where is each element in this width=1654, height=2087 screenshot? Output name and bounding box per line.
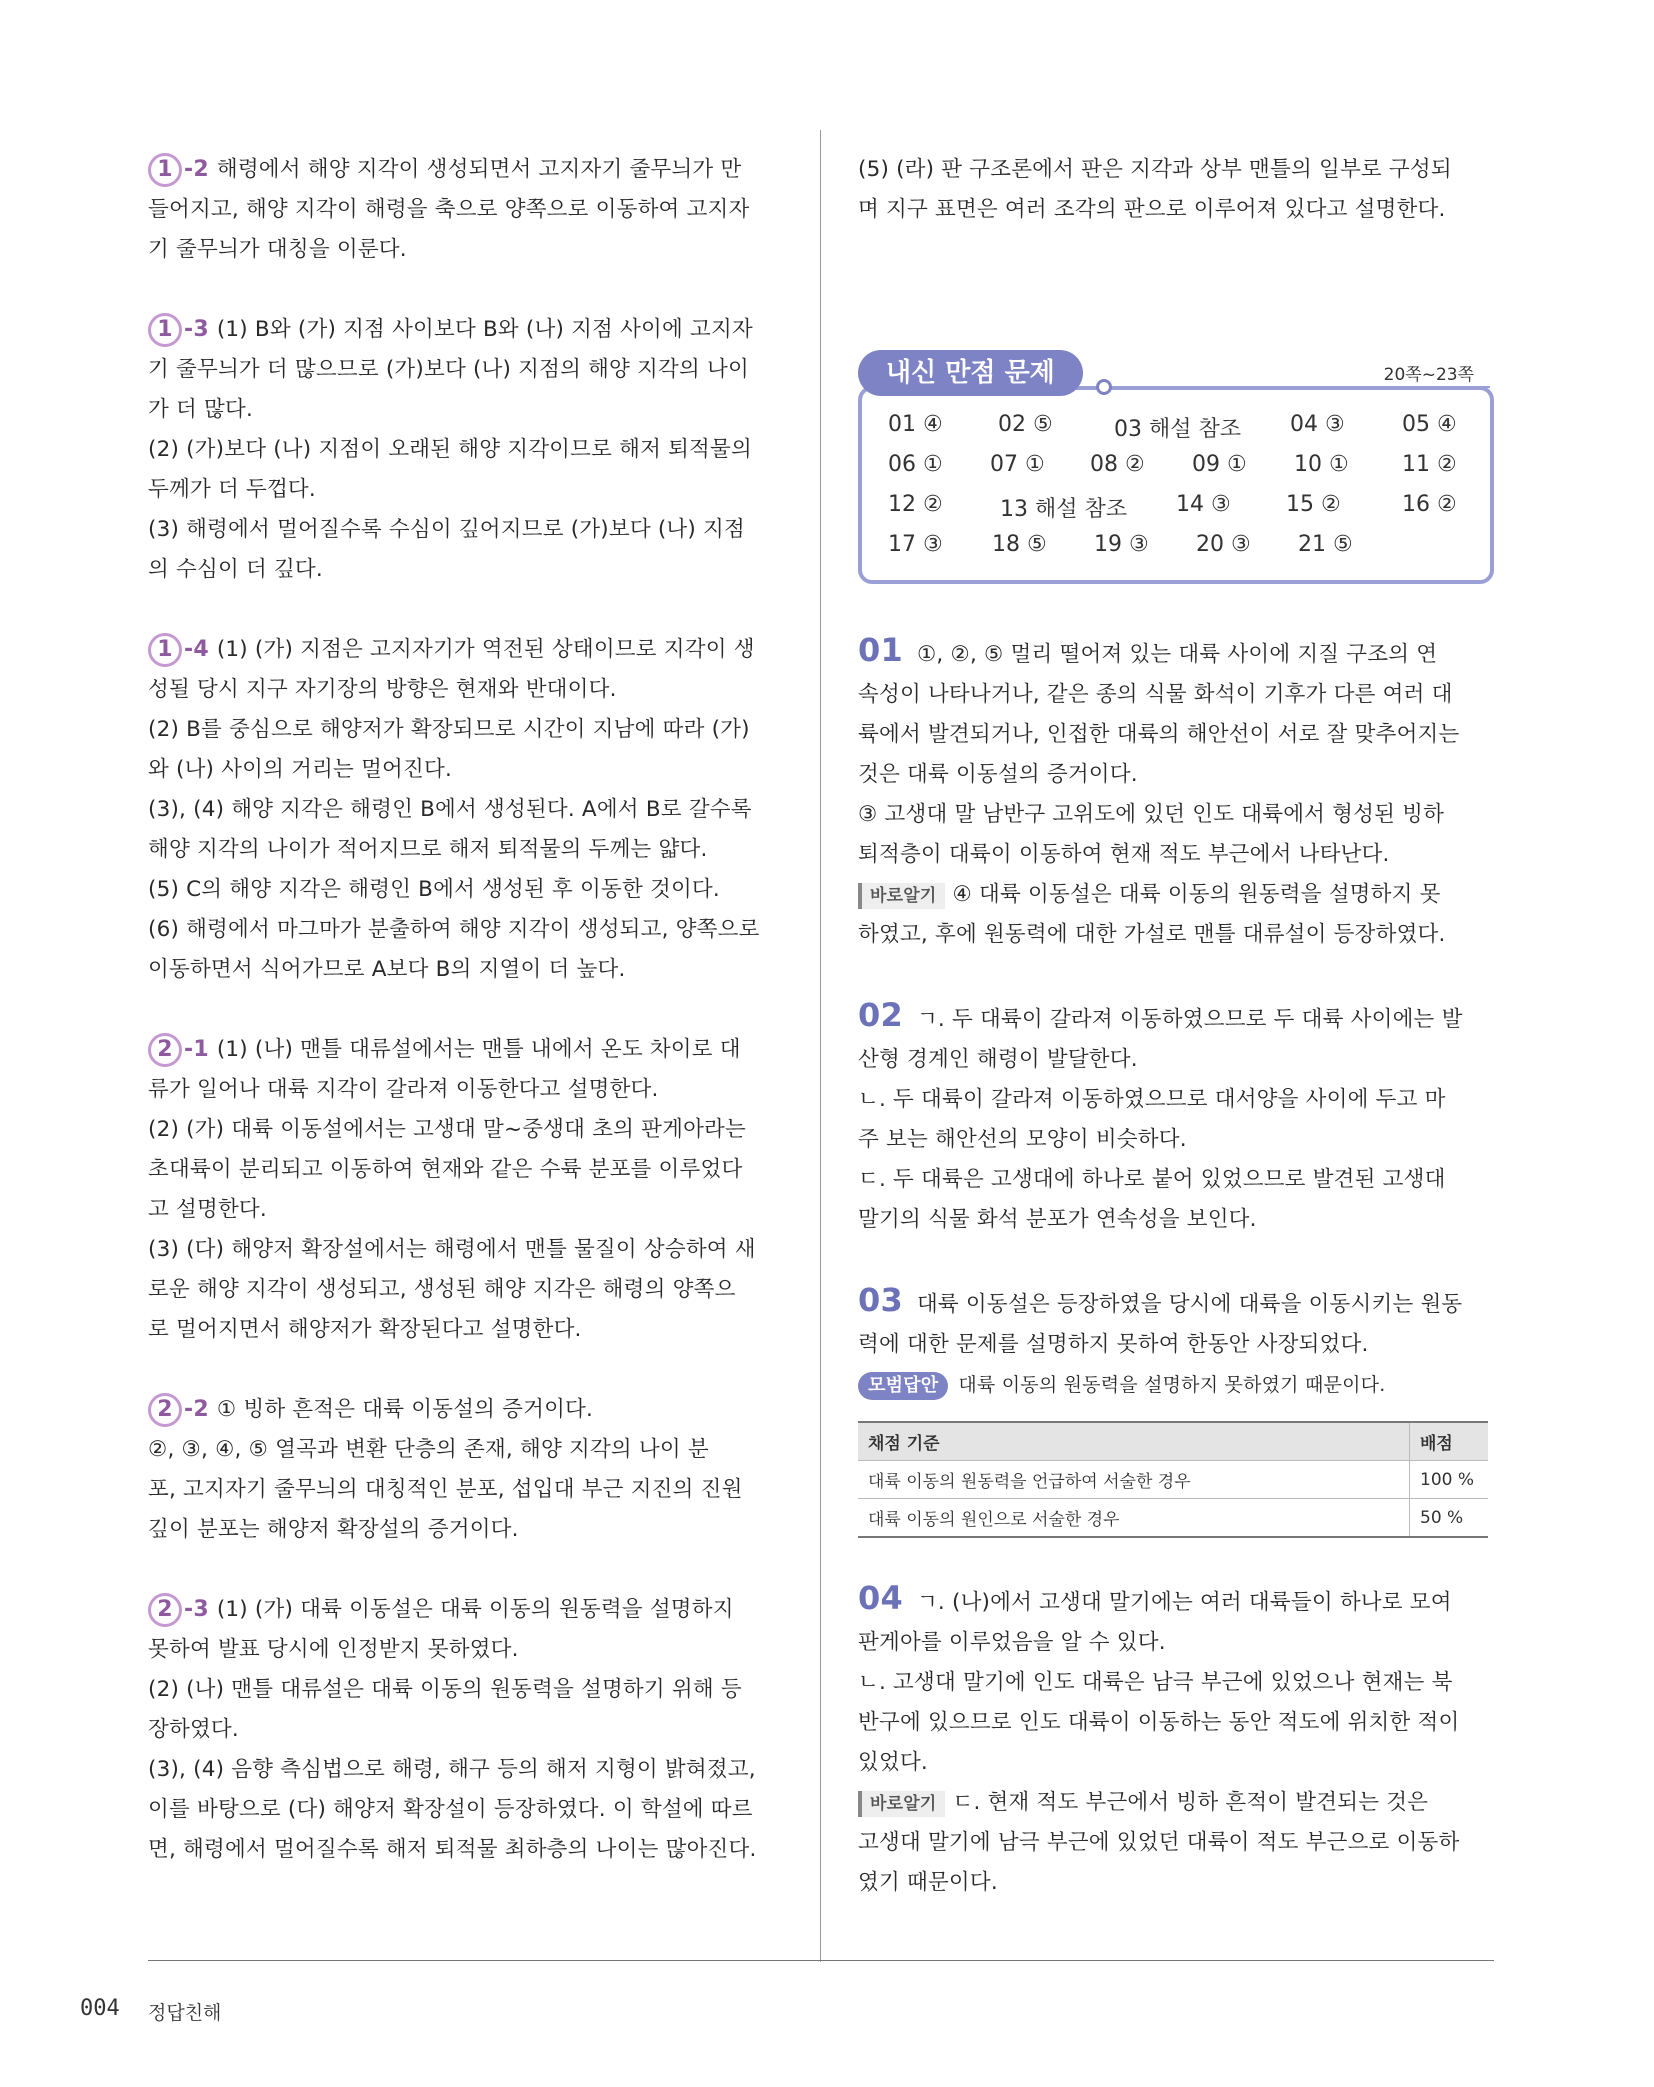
table-row	[858, 1499, 1488, 1538]
text-line: (1) (가) 대륙 이동설은 대륙 이동의 원동력을 설명하지	[216, 1597, 734, 1622]
text-line: 이동하면서 식어가므로 A보다 B의 지열이 더 높다.	[148, 957, 626, 982]
answer-key-item: 13 해설 참조	[1000, 497, 1127, 522]
left-column	[148, 150, 784, 1910]
question-number: 01	[858, 631, 903, 669]
answer-key-item: 10 ①	[1294, 452, 1349, 477]
text-line: ②, ③, ④, ⑤ 열곡과 변환 단층의 존재, 해양 지각의 나이 분	[148, 1437, 709, 1462]
answer-2-3-continued	[858, 150, 1494, 230]
text-line: 로운 해양 지각이 생성되고, 생성된 해양 지각은 해령의 양쪽으	[148, 1277, 736, 1302]
answer-03	[858, 1280, 1494, 1538]
table-row	[858, 1461, 1488, 1499]
text-line: (6) 해령에서 마그마가 분출하여 해양 지각이 생성되고, 양쪽으로	[148, 917, 760, 942]
question-sub: -2	[184, 157, 209, 182]
text-line: (5) (라) 판 구조론에서 판은 지각과 상부 맨틀의 일부로 구성되	[858, 157, 1452, 182]
text-line: 의 수심이 더 깊다.	[148, 557, 323, 582]
answer-key-item: 14 ③	[1176, 492, 1231, 517]
book-label: 정답친해	[148, 2002, 222, 2024]
text-line: 고생대 말기에 남극 부근에 있었던 대륙이 적도 부근으로 이동하	[858, 1830, 1460, 1855]
text-line: ㄱ. 두 대륙이 갈라져 이동하였으므로 두 대륙 사이에는 발	[916, 1007, 1463, 1032]
correction-tag: 바로알기	[858, 883, 945, 909]
text-line: 로 멀어지면서 해양저가 확장된다고 설명한다.	[148, 1317, 582, 1342]
question-circle: 1	[148, 633, 182, 667]
text-line: ① 빙하 흔적은 대륙 이동설의 증거이다.	[216, 1397, 594, 1422]
answer-01	[858, 630, 1494, 955]
correction-tag: 바로알기	[858, 1791, 945, 1817]
text-line: 깊이 분포는 해양저 확장설의 증거이다.	[148, 1517, 519, 1542]
table-cell: 50 %	[1410, 1499, 1489, 1538]
text-line: 해령에서 해양 지각이 생성되면서 고지자기 줄무늬가 만	[216, 157, 742, 182]
text-line: 력에 대한 문제를 설명하지 못하여 한동안 사장되었다.	[858, 1332, 1369, 1357]
text-line: 두께가 더 두껍다.	[148, 477, 316, 502]
text-line: 면, 해령에서 멀어질수록 해저 퇴적물 최하층의 나이는 많아진다.	[148, 1837, 757, 1862]
page-number: 004	[80, 1996, 120, 2021]
answer-key-item: 21 ⑤	[1298, 532, 1353, 557]
text-line: ㄷ. 현재 적도 부근에서 빙하 흔적이 발견되는 것은	[952, 1790, 1429, 1815]
answer-2-3	[148, 1590, 784, 1870]
text-line: 초대륙이 분리되고 이동하여 현재와 같은 수륙 분포를 이루었다	[148, 1157, 743, 1182]
text-line: 기 줄무늬가 대칭을 이룬다.	[148, 237, 407, 262]
text-line: 성될 당시 지구 자기장의 방향은 현재와 반대이다.	[148, 677, 617, 702]
text-line: 륙에서 발견되거나, 인접한 대륙의 해안선이 서로 잘 맞추어지는	[858, 722, 1460, 747]
answer-key-item: 08 ②	[1090, 452, 1145, 477]
answer-key-item: 18 ⑤	[992, 532, 1047, 557]
text-line: (2) (가)보다 (나) 지점이 오래된 해양 지각이므로 해저 퇴적물의	[148, 437, 752, 462]
text-line: 반구에 있으므로 인도 대륙이 이동하는 동안 적도에 위치한 적이	[858, 1710, 1460, 1735]
text-line: 것은 대륙 이동설의 증거이다.	[858, 762, 1138, 787]
text-line: 해양 지각의 나이가 적어지므로 해저 퇴적물의 두께는 얇다.	[148, 837, 708, 862]
text-line: 와 (나) 사이의 거리는 멀어진다.	[148, 757, 452, 782]
answer-key-item: 15 ②	[1286, 492, 1341, 517]
table-header: 배점	[1410, 1422, 1489, 1461]
text-line: (1) (나) 맨틀 대류설에서는 맨틀 내에서 온도 차이로 대	[216, 1037, 741, 1062]
text-line: 하였고, 후에 원동력에 대한 가설로 맨틀 대류설이 등장하였다.	[858, 922, 1446, 947]
text-line: 포, 고지자기 줄무늬의 대칭적인 분포, 섭입대 부근 지진의 진원	[148, 1477, 743, 1502]
question-number: 03	[858, 1281, 903, 1319]
scoring-table	[858, 1421, 1488, 1538]
text-line: ①, ②, ⑤ 멀리 떨어져 있는 대륙 사이에 지질 구조의 연	[916, 642, 1438, 667]
text-line: 대륙 이동설은 등장하였을 당시에 대륙을 이동시키는 원동	[916, 1292, 1463, 1317]
text-line: 기 줄무늬가 더 많으므로 (가)보다 (나) 지점의 해양 지각의 나이	[148, 357, 749, 382]
answer-key-item: 06 ①	[888, 452, 943, 477]
text-line: (3), (4) 음향 측심법으로 해령, 해구 등의 해저 지형이 밝혀졌고,	[148, 1757, 756, 1782]
answer-02	[858, 995, 1494, 1240]
question-circle: 2	[148, 1593, 182, 1627]
answer-1-4	[148, 630, 784, 990]
answer-key-item: 05 ④	[1402, 412, 1457, 437]
table-header-row	[858, 1422, 1488, 1461]
model-answer-text: 대륙 이동의 원동력을 설명하지 못하였기 때문이다.	[958, 1374, 1386, 1396]
text-line: 말기의 식물 화석 분포가 연속성을 보인다.	[858, 1207, 1257, 1232]
text-line: 장하였다.	[148, 1717, 239, 1742]
question-sub: -3	[184, 317, 209, 342]
answer-1-3	[148, 310, 784, 590]
answer-key-item: 11 ②	[1402, 452, 1457, 477]
table-cell: 대륙 이동의 원인으로 서술한 경우	[858, 1499, 1410, 1538]
text-line: (2) (가) 대륙 이동설에서는 고생대 말~중생대 초의 판게아라는	[148, 1117, 746, 1142]
text-line: ④ 대륙 이동설은 대륙 이동의 원동력을 설명하지 못	[952, 882, 1441, 907]
answer-key-item: 02 ⑤	[998, 412, 1053, 437]
answer-key-box	[858, 350, 1494, 590]
text-line: (5) C의 해양 지각은 해령인 B에서 생성된 후 이동한 것이다.	[148, 877, 720, 902]
text-line: (3) (다) 해양저 확장설에서는 해령에서 맨틀 물질이 상승하여 새	[148, 1237, 756, 1262]
text-line: ㄴ. 고생대 말기에 인도 대륙은 남극 부근에 있었으나 현재는 북	[858, 1670, 1453, 1695]
model-answer-pill: 모범답안	[858, 1372, 948, 1400]
answer-2-2	[148, 1390, 784, 1550]
box-title-dot	[1096, 379, 1112, 395]
question-sub: -4	[184, 637, 209, 662]
answer-key-item: 07 ①	[990, 452, 1045, 477]
text-line: 못하여 발표 당시에 인정받지 못하였다.	[148, 1637, 519, 1662]
table-header: 채점 기준	[858, 1422, 1410, 1461]
text-line: (1) (가) 지점은 고지자기가 역전된 상태이므로 지각이 생	[216, 637, 755, 662]
answer-key-item: 03 해설 참조	[1114, 417, 1241, 442]
text-line: 며 지구 표면은 여러 조각의 판으로 이루어져 있다고 설명한다.	[858, 197, 1446, 222]
table-cell: 100 %	[1410, 1461, 1489, 1499]
text-line: 류가 일어나 대륙 지각이 갈라져 이동한다고 설명한다.	[148, 1077, 659, 1102]
text-line: 이를 바탕으로 (다) 해양저 확장설이 등장하였다. 이 학설에 따르	[148, 1797, 753, 1822]
text-line: (2) (나) 맨틀 대류설은 대륙 이동의 원동력을 설명하기 위해 등	[148, 1677, 742, 1702]
answer-1-2	[148, 150, 784, 270]
box-title-line	[1102, 386, 1490, 388]
answer-key-item: 19 ③	[1094, 532, 1149, 557]
text-line: (1) B와 (가) 지점 사이보다 B와 (나) 지점 사이에 고지자	[216, 317, 753, 342]
text-line: 퇴적층이 대륙이 이동하여 현재 적도 부근에서 나타난다.	[858, 842, 1390, 867]
text-line: 속성이 나타나거나, 같은 종의 식물 화석이 기후가 다른 여러 대	[858, 682, 1453, 707]
answer-key-item: 12 ②	[888, 492, 943, 517]
text-line: (2) B를 중심으로 해양저가 확장되므로 시간이 지남에 따라 (가)	[148, 717, 750, 742]
answer-key-item: 01 ④	[888, 412, 943, 437]
question-sub: -3	[184, 1597, 209, 1622]
answer-2-1	[148, 1030, 784, 1350]
footer-rule	[148, 1960, 1494, 1961]
text-line: 가 더 많다.	[148, 397, 253, 422]
question-circle: 2	[148, 1393, 182, 1427]
answer-key-item: 17 ③	[888, 532, 943, 557]
question-circle: 1	[148, 153, 182, 187]
text-line: ㄷ. 두 대륙은 고생대에 하나로 붙어 있었으므로 발견된 고생대	[858, 1167, 1446, 1192]
question-circle: 1	[148, 313, 182, 347]
answer-key-frame	[858, 386, 1494, 584]
answer-key-item: 09 ①	[1192, 452, 1247, 477]
text-line: 들어지고, 해양 지각이 해령을 축으로 양쪽으로 이동하여 고지자	[148, 197, 750, 222]
question-number: 02	[858, 996, 903, 1034]
question-sub: -2	[184, 1397, 209, 1422]
text-line: ③ 고생대 말 남반구 고위도에 있던 인도 대륙에서 형성된 빙하	[858, 802, 1445, 827]
box-title: 내신 만점 문제	[858, 350, 1083, 396]
text-line: 였기 때문이다.	[858, 1870, 998, 1895]
text-line: ㄱ. (나)에서 고생대 말기에는 여러 대륙들이 하나로 모여	[916, 1590, 1452, 1615]
text-line: 판게아를 이루었음을 알 수 있다.	[858, 1630, 1166, 1655]
text-line: (3), (4) 해양 지각은 해령인 B에서 생성된다. A에서 B로 갈수록	[148, 797, 752, 822]
answer-key-item: 04 ③	[1290, 412, 1345, 437]
text-line: 있었다.	[858, 1750, 928, 1775]
table-cell: 대륙 이동의 원동력을 언급하여 서술한 경우	[858, 1461, 1410, 1499]
question-circle: 2	[148, 1033, 182, 1067]
answer-04	[858, 1578, 1494, 1903]
text-line: 고 설명한다.	[148, 1197, 267, 1222]
right-column	[858, 150, 1494, 1943]
column-divider	[820, 130, 821, 1962]
box-page-range: 20쪽~23쪽	[1383, 365, 1474, 385]
question-number: 04	[858, 1579, 903, 1617]
text-line: 주 보는 해안선의 모양이 비슷하다.	[858, 1127, 1187, 1152]
text-line: 산형 경계인 해령이 발달한다.	[858, 1047, 1138, 1072]
question-sub: -1	[184, 1037, 209, 1062]
answer-key-item: 16 ②	[1402, 492, 1457, 517]
text-line: (3) 해령에서 멀어질수록 수심이 깊어지므로 (가)보다 (나) 지점	[148, 517, 745, 542]
text-line: ㄴ. 두 대륙이 갈라져 이동하였으므로 대서양을 사이에 두고 마	[858, 1087, 1446, 1112]
answer-key-item: 20 ③	[1196, 532, 1251, 557]
